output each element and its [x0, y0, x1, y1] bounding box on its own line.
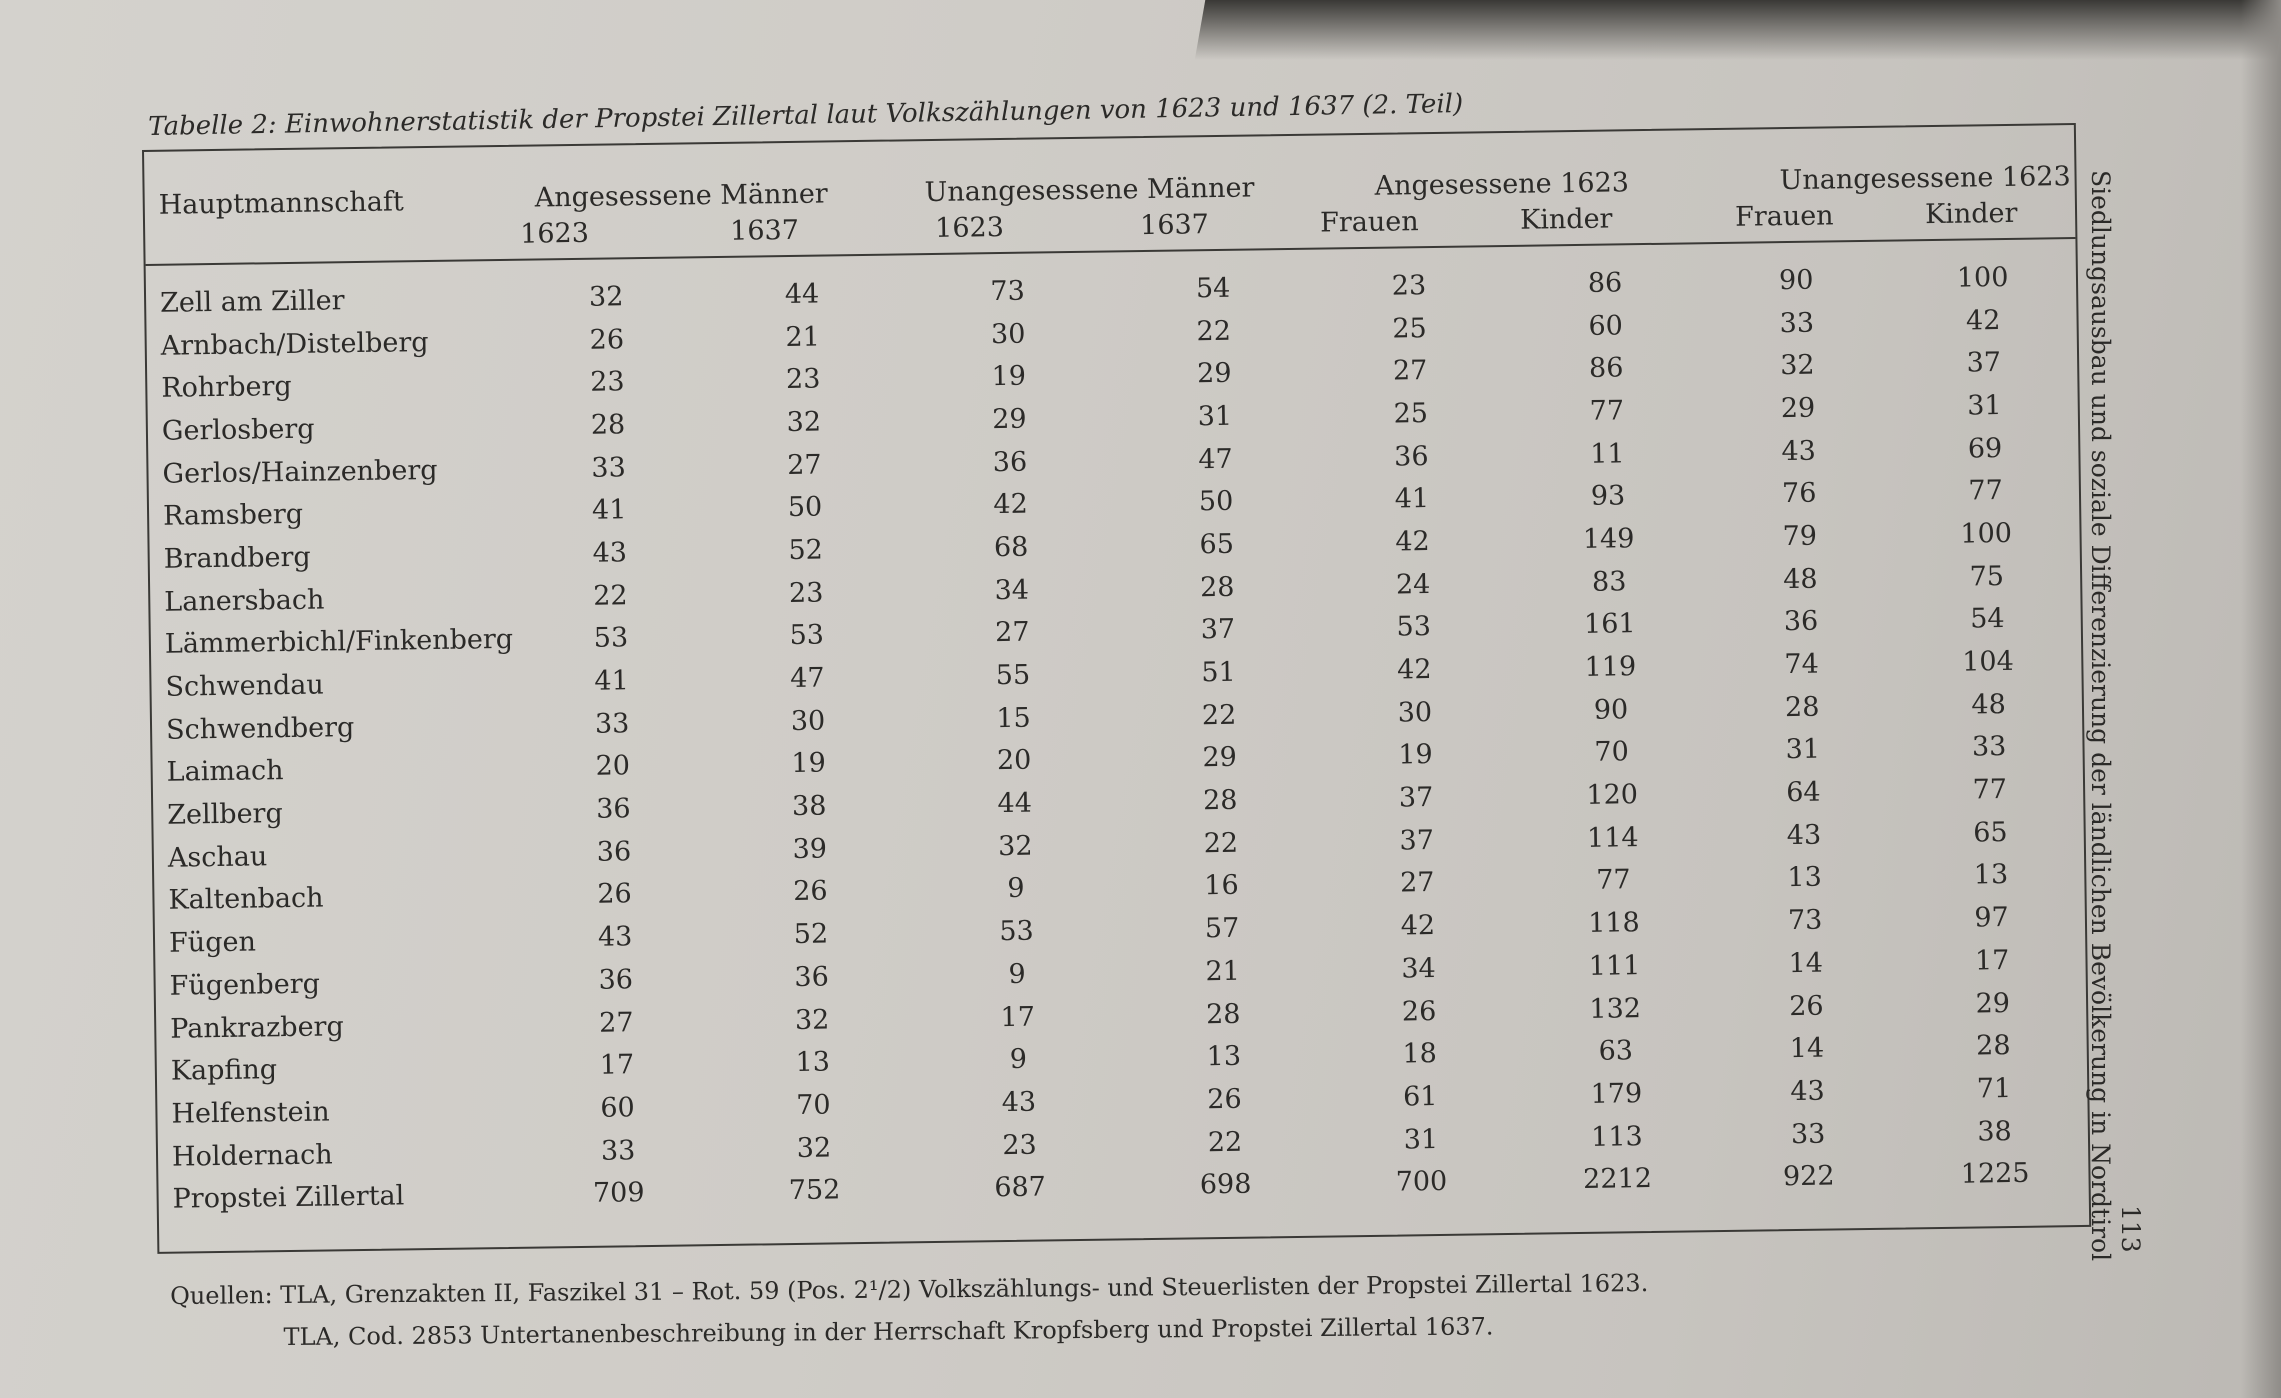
cell-value: 752 — [788, 1174, 841, 1207]
cell-value: 36 — [1393, 440, 1429, 473]
cell-value: 22 — [1203, 827, 1239, 860]
cell-value: 47 — [790, 662, 825, 695]
cell-value: 27 — [994, 617, 1030, 649]
cell-value: 118 — [1587, 907, 1640, 940]
cell-value: 132 — [1589, 992, 1642, 1025]
cell-value: 23 — [788, 577, 824, 609]
cell-value: 29 — [991, 403, 1027, 436]
cell-value: 19 — [1398, 739, 1433, 771]
cell-value: 14 — [1789, 1032, 1825, 1065]
cell-value: 33 — [594, 707, 630, 740]
row-label: Helfenstein — [171, 1096, 330, 1130]
row-label: Fügenberg — [169, 968, 321, 1002]
cell-value: 29 — [1780, 392, 1816, 425]
row-label: Propstei Zillertal — [172, 1180, 405, 1215]
cell-value: 60 — [600, 1092, 635, 1124]
cell-value: 47 — [1198, 443, 1233, 475]
row-label: Gerlos/Hainzenberg — [162, 454, 438, 490]
cell-value: 22 — [1207, 1126, 1243, 1158]
cell-value: 13 — [795, 1046, 831, 1079]
cell-value: 22 — [593, 579, 628, 612]
header-year-1637: 1637 — [1139, 209, 1210, 242]
cell-value: 36 — [794, 961, 829, 993]
cell-value: 93 — [1590, 480, 1626, 513]
cell-value: 30 — [790, 705, 826, 737]
cell-value: 48 — [1971, 688, 2006, 721]
cell-value: 68 — [993, 531, 1029, 564]
cell-value: 50 — [787, 491, 823, 524]
cell-value: 119 — [1584, 651, 1637, 683]
cell-value: 42 — [993, 488, 1028, 521]
header-unangesessene-maenner: Unangesessene Männer — [924, 172, 1255, 209]
cell-value: 42 — [1965, 304, 2001, 337]
cell-value: 54 — [1969, 603, 2005, 635]
cell-value: 15 — [996, 702, 1031, 734]
cell-value: 9 — [1007, 873, 1025, 905]
cell-value: 42 — [1400, 910, 1436, 942]
cell-value: 700 — [1395, 1166, 1448, 1198]
header-kinder: Kinder — [1519, 203, 1613, 236]
cell-value: 709 — [592, 1177, 645, 1210]
cell-value: 75 — [1969, 560, 2005, 593]
cell-value: 36 — [595, 793, 631, 825]
cell-value: 37 — [1966, 347, 2002, 379]
cell-value: 86 — [1588, 352, 1624, 385]
cell-value: 25 — [1393, 397, 1429, 430]
cell-value: 43 — [597, 921, 633, 953]
row-label: Zell am Ziller — [159, 285, 345, 319]
cell-value: 20 — [996, 745, 1032, 777]
table-sources — [170, 1262, 1649, 1359]
cell-value: 179 — [1590, 1078, 1643, 1110]
cell-value: 26 — [793, 875, 828, 908]
cell-value: 17 — [599, 1049, 635, 1081]
cell-value: 90 — [1778, 264, 1814, 296]
cell-value: 43 — [1001, 1086, 1037, 1118]
cell-value: 73 — [1787, 904, 1823, 937]
table-body — [146, 255, 2089, 1221]
cell-value: 104 — [1962, 645, 2014, 678]
row-label: Holdernach — [171, 1139, 333, 1173]
cell-value: 687 — [994, 1171, 1047, 1204]
header-frauen: Frauen — [1734, 200, 1834, 233]
cell-value: 31 — [1403, 1123, 1439, 1156]
cell-value: 86 — [1587, 267, 1623, 299]
header-year-1623: 1623 — [519, 217, 590, 250]
cell-value: 100 — [1956, 261, 2009, 294]
cell-value: 26 — [589, 323, 625, 356]
cell-value: 13 — [1973, 859, 2009, 891]
cell-value: 38 — [791, 790, 827, 823]
cell-value: 77 — [1972, 774, 2008, 806]
cell-value: 39 — [792, 833, 828, 865]
header-year-1623: 1623 — [934, 211, 1005, 244]
row-label: Brandberg — [163, 541, 311, 575]
cell-value: 13 — [1787, 862, 1822, 894]
cell-value: 83 — [1591, 565, 1627, 598]
cell-value: 60 — [1588, 309, 1624, 342]
cell-value: 26 — [1788, 990, 1824, 1022]
cell-value: 69 — [1967, 432, 2003, 465]
cell-value: 53 — [999, 915, 1034, 948]
cell-value: 41 — [591, 494, 627, 527]
cell-value: 24 — [1395, 568, 1431, 601]
cell-value: 698 — [1199, 1168, 1252, 1201]
cell-value: 27 — [598, 1006, 634, 1039]
header-kinder: Kinder — [1924, 197, 2018, 231]
cell-value: 114 — [1586, 821, 1639, 854]
table-caption: Tabelle 2: Einwohnerstatistik der Propstei Zillertal laut Volkszählungen von 1623 und 1637 (2. Teil) — [148, 89, 1464, 142]
page-edge-shadow — [2241, 0, 2281, 1398]
cell-value: 44 — [784, 278, 820, 310]
cell-value: 52 — [793, 918, 829, 951]
cell-value: 21 — [1205, 955, 1241, 988]
cell-value: 33 — [1790, 1118, 1826, 1150]
cell-value: 30 — [1397, 696, 1433, 729]
cell-value: 32 — [786, 406, 822, 438]
cell-value: 31 — [1197, 400, 1233, 433]
cell-value: 19 — [991, 360, 1027, 393]
cell-value: 76 — [1781, 477, 1817, 510]
cell-value: 42 — [1395, 526, 1430, 558]
cell-value: 120 — [1586, 779, 1639, 811]
source-line-2: TLA, Cod. 2853 Untertanenbeschreibung in der Herrschaft Kropfsberg und Propstei Zillertal 1637. — [283, 1312, 1494, 1352]
cell-value: 36 — [598, 964, 634, 996]
header-unangesessene-1623: Unangesessene 1623 — [1779, 161, 2071, 197]
page-number: 113 — [2116, 1205, 2145, 1253]
row-label: Kaltenbach — [168, 883, 324, 917]
cell-value: 28 — [1202, 784, 1238, 817]
cell-value: 1225 — [1960, 1158, 2030, 1190]
cell-value: 16 — [1204, 870, 1239, 902]
cell-value: 74 — [1784, 648, 1819, 681]
cell-value: 32 — [997, 830, 1033, 862]
cell-value: 54 — [1195, 272, 1231, 305]
cell-value: 32 — [1780, 349, 1815, 382]
cell-value: 65 — [1199, 528, 1235, 561]
row-label: Aschau — [167, 841, 268, 874]
cell-value: 22 — [1196, 315, 1232, 347]
cell-value: 2212 — [1582, 1163, 1653, 1196]
cell-value: 27 — [1392, 355, 1428, 387]
cell-value: 64 — [1785, 776, 1821, 809]
cell-value: 33 — [591, 451, 627, 484]
cell-value: 52 — [788, 534, 824, 566]
cell-value: 70 — [1594, 736, 1629, 769]
cell-value: 33 — [1971, 731, 2007, 763]
cell-value: 73 — [990, 275, 1025, 308]
cell-value: 29 — [1196, 358, 1232, 390]
cell-value: 77 — [1968, 475, 2004, 507]
cell-value: 28 — [1199, 571, 1235, 603]
cell-value: 63 — [1598, 1035, 1634, 1067]
cell-value: 37 — [1399, 824, 1435, 857]
cell-value: 43 — [592, 537, 628, 569]
cell-value: 57 — [1204, 912, 1240, 945]
cell-value: 34 — [1401, 952, 1436, 985]
cell-value: 37 — [1200, 614, 1236, 646]
cell-value: 34 — [994, 574, 1030, 606]
cell-value: 9 — [1008, 958, 1026, 990]
header-angesessene-maenner: Angesessene Männer — [534, 178, 828, 214]
cell-value: 29 — [1975, 987, 2011, 1020]
cell-value: 26 — [1401, 995, 1437, 1028]
cell-value: 23 — [1391, 269, 1427, 302]
cell-value: 149 — [1582, 523, 1635, 555]
cell-value: 65 — [1972, 816, 2008, 849]
cell-value: 31 — [1785, 734, 1821, 766]
row-label: Zellberg — [167, 798, 283, 831]
cell-value: 100 — [1960, 517, 2013, 550]
header-frauen: Frauen — [1319, 206, 1419, 239]
cell-value: 41 — [1394, 483, 1430, 515]
cell-value: 111 — [1588, 950, 1641, 982]
cell-value: 27 — [787, 449, 822, 481]
cell-value: 77 — [1589, 395, 1625, 427]
cell-value: 77 — [1595, 864, 1631, 897]
cell-value: 53 — [1396, 611, 1432, 643]
cell-value: 23 — [1002, 1129, 1037, 1161]
cell-value: 97 — [1974, 902, 2009, 934]
cell-value: 11 — [1590, 437, 1625, 470]
cell-value: 17 — [1000, 1001, 1036, 1033]
cell-value: 23 — [785, 363, 821, 396]
cell-value: 29 — [1202, 742, 1238, 774]
row-label: Rohrberg — [161, 371, 292, 404]
cell-value: 51 — [1201, 656, 1236, 689]
cell-value: 19 — [791, 747, 827, 780]
source-line-1: Quellen: TLA, Grenzakten II, Faszikel 31 – Rot. 59 (Pos. 2¹/2) Volkszählungs- und Steuerlisten der Propstei Zillertal 1623. — [170, 1269, 1649, 1310]
cell-value: 50 — [1198, 486, 1234, 518]
cell-value: 28 — [1205, 998, 1241, 1030]
cell-value: 36 — [1783, 605, 1819, 638]
running-head: Siedlungsausbau und soziale Differenzierung der ländlichen Bevölkerung in Nordtirol — [2086, 170, 2115, 1262]
cell-value: 32 — [588, 281, 624, 313]
cell-value: 9 — [1009, 1043, 1028, 1076]
cell-value: 32 — [796, 1132, 832, 1164]
cell-value: 36 — [596, 836, 632, 868]
cell-value: 32 — [794, 1004, 830, 1036]
cell-value: 28 — [1784, 691, 1820, 723]
cell-value: 30 — [990, 318, 1026, 350]
cell-value: 38 — [1977, 1115, 2012, 1148]
row-label: Lanersbach — [164, 584, 325, 618]
cell-value: 79 — [1782, 520, 1818, 553]
cell-value: 20 — [595, 750, 631, 783]
cell-value: 43 — [1790, 1075, 1825, 1107]
cell-value: 42 — [1396, 654, 1432, 686]
header-hauptmannschaft: Hauptmannschaft — [158, 186, 404, 221]
cell-value: 922 — [1782, 1160, 1835, 1193]
cell-value: 33 — [600, 1134, 636, 1167]
row-label: Lämmerbichl/Finkenberg — [164, 624, 514, 661]
cell-value: 90 — [1593, 694, 1629, 726]
row-label: Schwendau — [165, 669, 324, 703]
cell-value: 21 — [785, 321, 821, 353]
cell-value: 33 — [1779, 307, 1815, 339]
row-label: Laimach — [166, 755, 284, 789]
cell-value: 43 — [1781, 435, 1817, 467]
cell-value: 161 — [1583, 608, 1636, 641]
cell-value: 44 — [997, 787, 1033, 820]
header-angesessene-1623: Angesessene 1623 — [1374, 167, 1630, 202]
population-table — [142, 123, 2091, 1254]
cell-value: 26 — [597, 878, 632, 911]
header-year-1637: 1637 — [729, 214, 800, 247]
row-label: Fügen — [168, 926, 257, 959]
cell-value: 37 — [1398, 782, 1434, 814]
cell-value: 17 — [1974, 944, 2010, 977]
cell-value: 13 — [1206, 1040, 1242, 1073]
cell-value: 61 — [1402, 1080, 1438, 1113]
row-label: Schwendberg — [165, 711, 355, 746]
cell-value: 18 — [1402, 1038, 1438, 1070]
cell-value: 26 — [1207, 1083, 1242, 1116]
cell-value: 22 — [1201, 699, 1237, 731]
cell-value: 53 — [789, 619, 825, 652]
cell-value: 28 — [590, 409, 626, 441]
cell-value: 41 — [594, 665, 629, 697]
cell-value: 36 — [992, 446, 1028, 478]
row-label: Pankrazberg — [170, 1010, 344, 1045]
cell-value: 71 — [1976, 1072, 2012, 1105]
cell-value: 53 — [593, 622, 629, 655]
cell-value: 14 — [1788, 947, 1824, 979]
cell-value: 31 — [1967, 389, 2002, 422]
cell-value: 48 — [1783, 563, 1818, 595]
row-label: Arnbach/Distelberg — [160, 326, 429, 362]
cell-value: 23 — [590, 366, 625, 398]
cell-value: 70 — [795, 1089, 831, 1121]
cell-value: 43 — [1786, 819, 1822, 851]
cell-value: 25 — [1392, 312, 1427, 345]
row-label: Kapfing — [170, 1054, 278, 1087]
row-label: Ramsberg — [162, 499, 304, 533]
cell-value: 27 — [1399, 867, 1435, 899]
cell-value: 28 — [1975, 1030, 2011, 1062]
cell-value: 55 — [995, 659, 1031, 692]
cell-value: 113 — [1590, 1120, 1643, 1153]
row-label: Gerlosberg — [161, 413, 315, 447]
facing-page-shadow — [1195, 0, 2281, 60]
